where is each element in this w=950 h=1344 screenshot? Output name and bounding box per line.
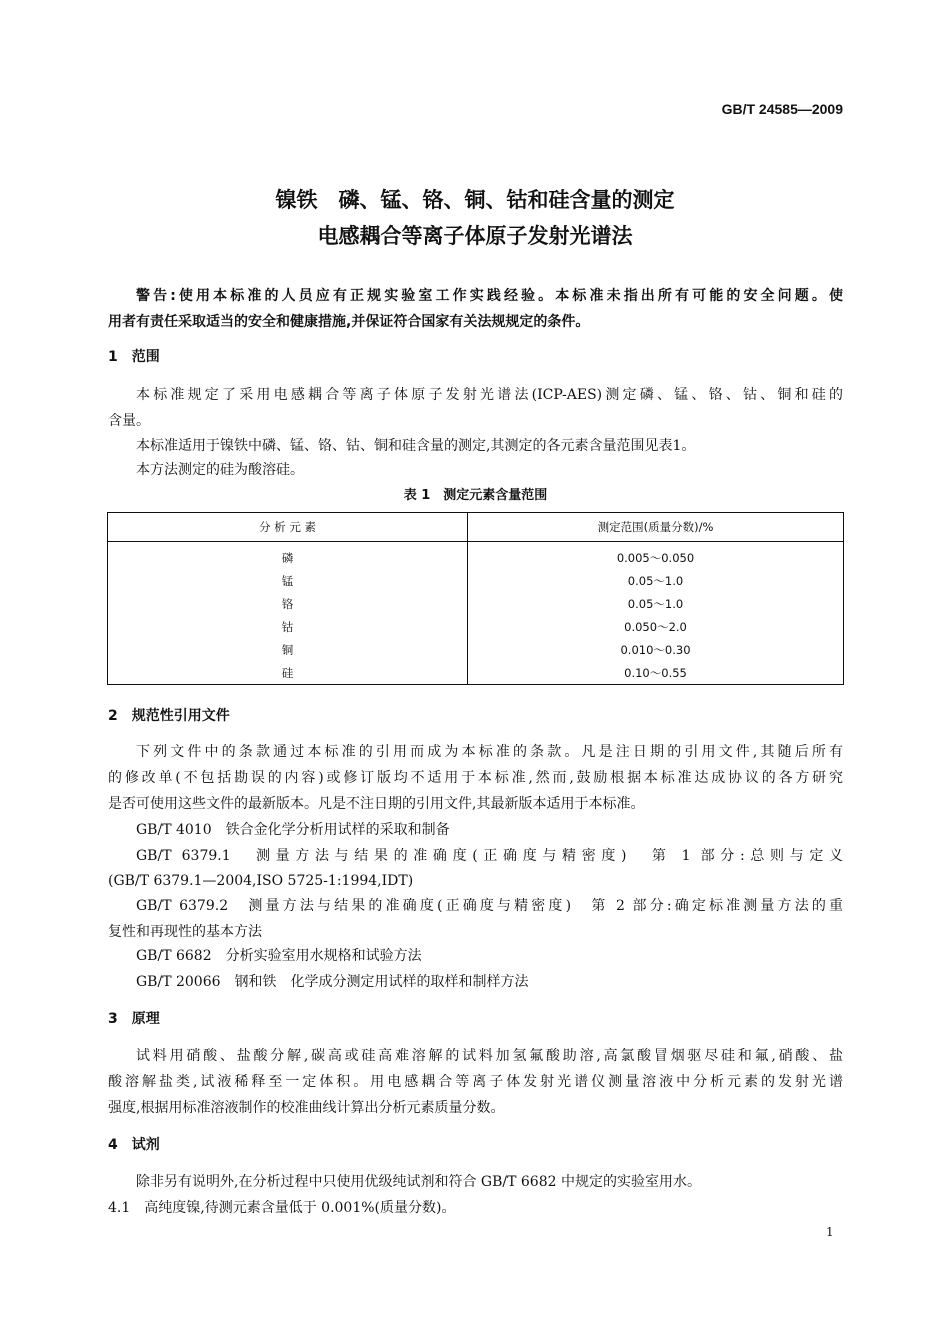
reference-item: GB/T 6379.2 测量方法与结果的准确度(正确度与精密度) 第 2 部分:确定标准测量方法的重 <box>136 898 843 914</box>
element-range-table <box>107 512 844 685</box>
reference-item: GB/T 4010 铁合金化学分析用试样的采取和制备 <box>136 822 450 838</box>
page-number: 1 <box>826 1225 834 1239</box>
section-heading: 4 试剂 <box>108 1137 160 1153</box>
element-cell: 磷 <box>108 542 468 570</box>
table-row <box>108 615 844 638</box>
paragraph-line: 强度,根据用标准溶液制作的校准曲线计算出分析元素质量分数。 <box>108 1100 505 1116</box>
reference-item: 复性和再现性的基本方法 <box>108 924 262 940</box>
element-cell: 钴 <box>108 615 468 638</box>
clause-4-1: 4.1 高纯度镍,待测元素含量低于 0.001%(质量分数)。 <box>108 1200 456 1216</box>
title-line-2: 电感耦合等离子体原子发射光谱法 <box>317 224 633 248</box>
table-caption: 表 1 测定元素含量范围 <box>403 488 548 503</box>
table-row <box>108 661 844 685</box>
element-cell: 铜 <box>108 638 468 661</box>
table-row <box>108 592 844 615</box>
table-header-row <box>108 513 844 542</box>
paragraph-line: 试料用硝酸、盐酸分解,碳高或硅高难溶解的试料加氢氟酸助溶,高氯酸冒烟驱尽硅和氟,硝酸、盐 <box>136 1048 843 1064</box>
range-cell: 0.10～0.55 <box>468 661 844 685</box>
table-row <box>108 638 844 661</box>
warning-line: 警告:使用本标准的人员应有正规实验室工作实践经验。本标准未指出所有可能的安全问题。使 <box>136 288 843 304</box>
paragraph-line: 含量。 <box>108 413 150 429</box>
section-heading: 2 规范性引用文件 <box>108 708 230 724</box>
title-line-1: 镍铁 磷、锰、铬、铜、钴和硅含量的测定 <box>275 188 675 212</box>
paragraph-line: 本标准适用于镍铁中磷、锰、铬、钴、铜和硅含量的测定,其测定的各元素含量范围见表1。 <box>136 438 696 454</box>
section-heading: 3 原理 <box>108 1011 160 1027</box>
reference-item: GB/T 6379.1 测量方法与结果的准确度(正确度与精密度) 第 1 部分:总则与定义 <box>136 848 843 864</box>
section-heading: 1 范围 <box>108 349 160 365</box>
range-cell: 0.05～1.0 <box>468 592 844 615</box>
range-cell: 0.050～2.0 <box>468 615 844 638</box>
warning-line: 用者有责任采取适当的安全和健康措施,并保证符合国家有关法规规定的条件。 <box>108 314 590 330</box>
paragraph-line: 除非另有说明外,在分析过程中只使用优级纯试剂和符合 GB/T 6682 中规定的实验室用水。 <box>136 1174 701 1190</box>
range-cell: 0.005～0.050 <box>468 542 844 570</box>
range-cell: 0.05～1.0 <box>468 569 844 592</box>
element-cell: 硅 <box>108 661 468 685</box>
element-cell: 锰 <box>108 569 468 592</box>
paragraph-line: 是否可使用这些文件的最新版本。凡是不注日期的引用文件,其最新版本适用于本标准。 <box>108 796 645 812</box>
paragraph-line: 本标准规定了采用电感耦合等离子体原子发射光谱法(ICP-AES)测定磷、锰、铬、钴、铜和硅的 <box>136 387 843 403</box>
reference-item: GB/T 6682 分析实验室用水规格和试验方法 <box>136 948 422 964</box>
paragraph-line: 本方法测定的硅为酸溶硅。 <box>136 462 304 478</box>
table-row <box>108 569 844 592</box>
paragraph-line: 的修改单(不包括勘误的内容)或修订版均不适用于本标准,然而,鼓励根据本标准达成协议的各方研究 <box>108 770 843 786</box>
reference-item: (GB/T 6379.1—2004,ISO 5725-1:1994,IDT) <box>108 873 414 889</box>
column-header: 测定范围(质量分数)/% <box>468 513 844 542</box>
reference-item: GB/T 20066 钢和铁 化学成分测定用试样的取样和制样方法 <box>136 974 529 990</box>
range-cell: 0.010～0.30 <box>468 638 844 661</box>
paragraph-line: 酸溶解盐类,试液稀释至一定体积。用电感耦合等离子体发射光谱仪测量溶液中分析元素的发射光谱 <box>108 1074 843 1090</box>
standard-number: GB/T 24585—2009 <box>721 101 843 117</box>
element-cell: 铬 <box>108 592 468 615</box>
paragraph-line: 下列文件中的条款通过本标准的引用而成为本标准的条款。凡是注日期的引用文件,其随后所有 <box>136 744 843 760</box>
column-header: 分 析 元 素 <box>108 513 468 542</box>
table-row <box>108 542 844 570</box>
